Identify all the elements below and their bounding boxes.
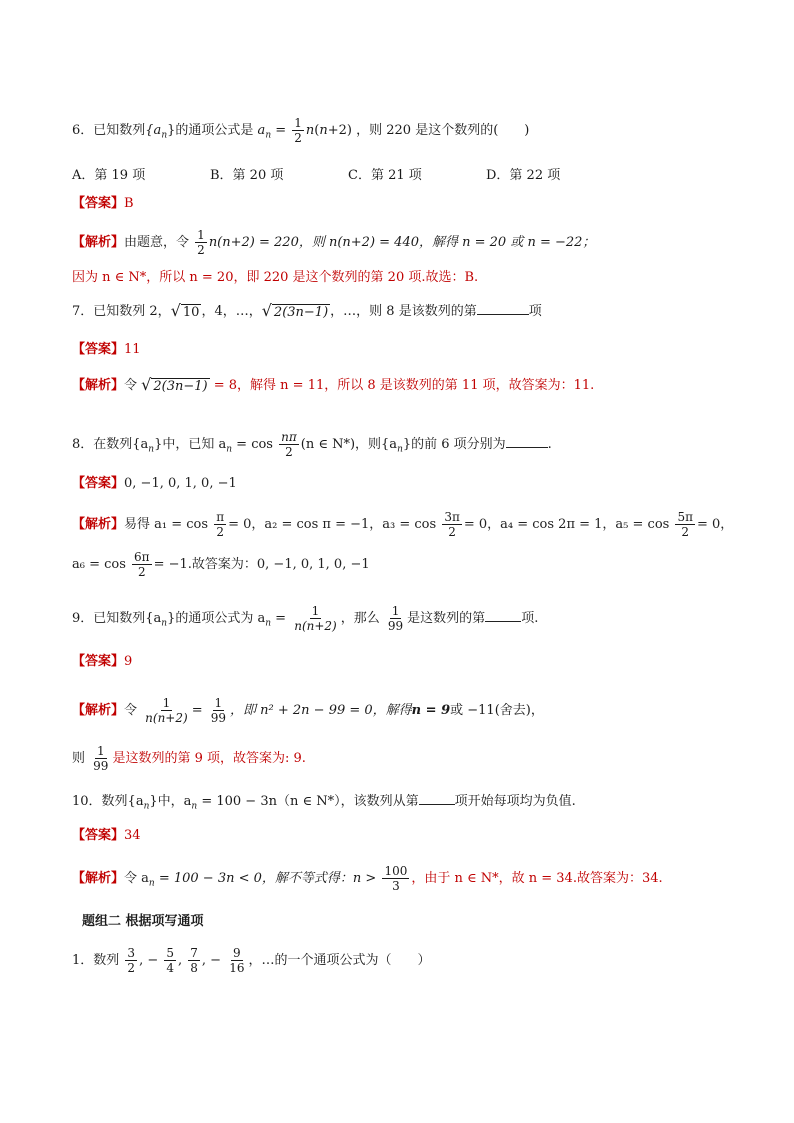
q6-explanation-line2: 因为 n ∈ N*，所以 n = 20，即 220 是这个数列的第 20 项.故选：B.: [72, 270, 479, 285]
q9-answer: 【答案】9: [72, 654, 133, 669]
q7-answer: 【答案】11: [72, 342, 141, 357]
fraction-100-over-3: $\frac{100}{3}$: [384, 864, 408, 893]
q1-stem: 1．数列 $\frac{3}{2}$ , − $\frac{5}{4}$ , $\frac{7}{8}$ , − $\frac{9}{16}$ ，…的一个通项公式为（ ）: [72, 946, 431, 975]
q6-option-c[interactable]: C．第 21 项: [348, 168, 422, 183]
answer-blank[interactable]: [419, 792, 455, 805]
fraction-one-half: $\frac{1}{2}$: [294, 116, 302, 145]
q8-stem: 8．在数列$\{a_n\}$中，已知 $a_n = \cos$ $\frac{n\pi}{2}$ (n ∈ N*)，则$\{a_n\}$的前 6 项分别为 .: [72, 430, 552, 459]
fraction-1-over-99: $\frac{1}{99}$: [210, 696, 227, 725]
answer-blank[interactable]: [477, 302, 529, 315]
fraction-1-over-99: $\frac{1}{99}$: [93, 744, 109, 773]
q6-option-b[interactable]: B．第 20 项: [210, 168, 284, 183]
fraction-3-over-2: $\frac{3}{2}$: [127, 946, 136, 975]
q7-stem: 7．已知数列 2， √ 10 ，4，…， √ 2(3n−1) ，…，则 8 是该数列的第 项: [72, 301, 542, 320]
fraction-1-over-99: $\frac{1}{99}$: [387, 604, 404, 633]
fraction-3pi-over-2: $\frac{3\pi}{2}$: [444, 510, 460, 539]
fraction-6pi-over-2: $\frac{6\pi}{2}$: [134, 550, 150, 579]
q10-answer: 【答案】34: [72, 828, 141, 843]
q6-answer: 【答案】B: [72, 196, 134, 211]
q9-stem: 9．已知数列$\{a_n\}$的通项公式为 $a_n$ = $\frac{1}{n(n+2)}$ ，那么 $\frac{1}{99}$ 是这数列的第 项.: [72, 604, 539, 633]
q10-explanation: 【解析】令 $a_n = 100 - 3n < 0$，解不等式得：n > $\frac{100}{3}$ ，由于 n ∈ N*，故 n = 34.故答案为：34.: [72, 864, 663, 893]
section-heading: 题组二 根据项写通项: [82, 914, 204, 929]
fraction-1-over-n-n-plus-2: $\frac{1}{n(n+2)}$: [294, 604, 337, 633]
q8-answer: 【答案】0, −1, 0, 1, 0, −1: [72, 476, 237, 491]
q8-explanation-line2: a₆ = cos $\frac{6\pi}{2}$ = −1.故答案为：0, −1, 0, 1, 0, −1: [72, 550, 370, 579]
sqrt-10: √ 10: [170, 301, 200, 320]
fraction-7-over-8: $\frac{7}{8}$: [190, 946, 198, 975]
fraction-5pi-over-2: $\frac{5\pi}{2}$: [677, 510, 693, 539]
q6-option-a[interactable]: A．第 19 项: [72, 168, 146, 183]
fraction-9-over-16: $\frac{9}{16}$: [229, 946, 245, 975]
fraction-5-over-4: $\frac{5}{4}$: [166, 946, 174, 975]
q6-stem: 6．已知数列$\{a_n\}$的通项公式是 $a_n$ = $\frac{1}{2}$ n(n+2) ，则 220 是这个数列的( ): [72, 116, 530, 145]
answer-blank[interactable]: [485, 609, 521, 622]
fraction-1-over-n-n-plus-2: $\frac{1}{n(n+2)}$: [145, 696, 188, 725]
sqrt-expression: √ 2(3n−1): [141, 375, 208, 394]
fraction-pi-over-2: $\frac{\pi}{2}$: [216, 510, 225, 539]
q9-explanation-line1: 【解析】令 $\frac{1}{n(n+2)}$ = $\frac{1}{99}$ ，即 n² + 2n − 99 = 0，解得n = 9或 −11(舍去)，: [72, 696, 544, 725]
q6-option-d[interactable]: D．第 22 项: [486, 168, 561, 183]
fraction-npi-over-2: $\frac{n\pi}{2}$: [281, 430, 297, 459]
q10-stem: 10．数列$\{a_n\}$中，$a_n = 100 - 3n(n$ ∈ N*），该数列从第 项开始每项均为负值.: [72, 794, 576, 812]
answer-blank[interactable]: [506, 435, 548, 448]
q9-explanation-line2: 则 $\frac{1}{99}$ 是这数列的第 9 项，故答案为: 9.: [72, 744, 306, 773]
fraction-one-half: $\frac{1}{2}$: [197, 228, 205, 257]
q8-explanation-line1: 【解析】易得 a₁ = cos $\frac{\pi}{2}$ = 0，a₂ = cos π = −1，a₃ = cos $\frac{3\pi}{2}$ = 0，a₄ = cos 2π = 1，a₅ = cos $\frac{5\pi}{2}$ = 0，: [72, 510, 734, 539]
sqrt-expression: √ 2(3n−1): [261, 301, 329, 320]
q6-explanation-line1: 【解析】由题意，令 $\frac{1}{2}$ n(n+2) = 220，则 n(n+2) = 440，解得 n = 20 或 n = −22；: [72, 228, 596, 257]
q7-explanation: 【解析】令 √ 2(3n−1) = 8，解得 n = 11，所以 8 是该数列的第 11 项，故答案为：11.: [72, 375, 595, 394]
